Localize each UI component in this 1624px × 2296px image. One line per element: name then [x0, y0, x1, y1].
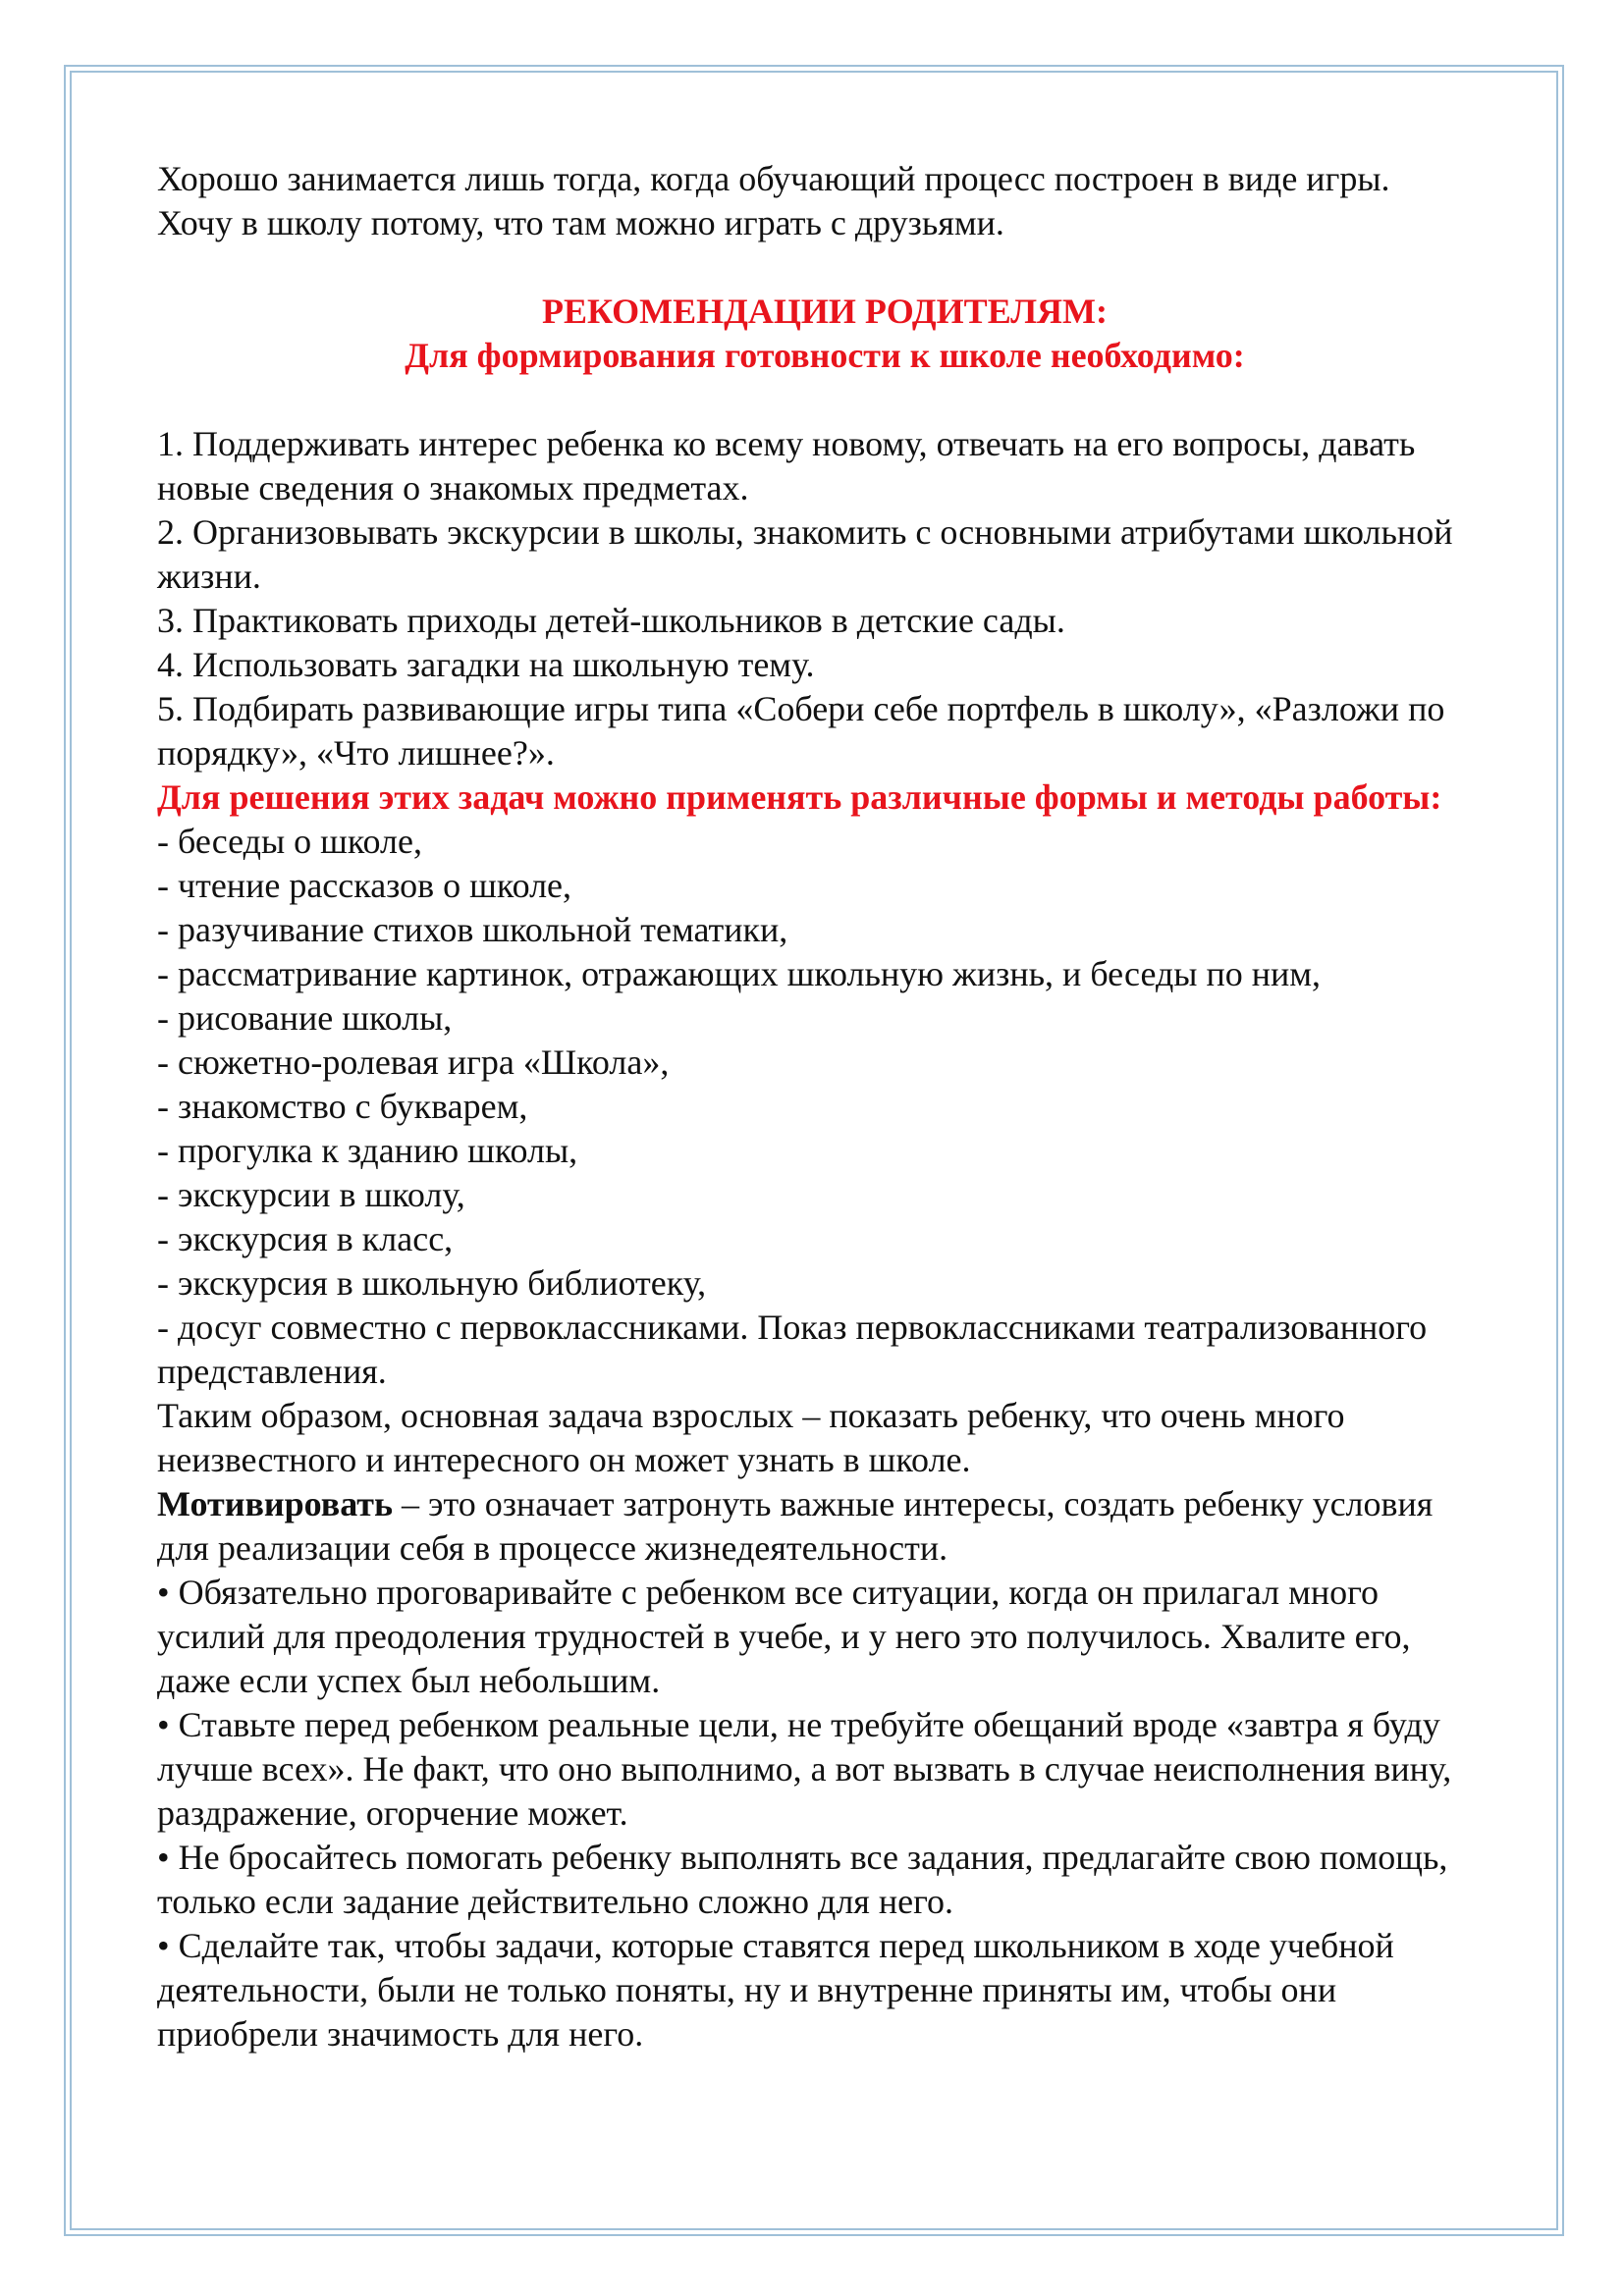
recommendation-item: 1. Поддерживать интерес ребенка ко всему новому, отвечать на его вопросы, давать новые сведения о знакомых предметах. — [157, 424, 1416, 507]
method-item: - досуг совместно с первоклассниками. Показ первоклассниками театрализованного представления. — [157, 1308, 1428, 1391]
method-item: - разучивание стихов школьной тематики, — [157, 910, 788, 949]
motivation-tip: • Обязательно проговаривайте с ребенком все ситуации, когда он прилагал много усилий для преодоления трудностей в учебе, и у него это получилось. Хвалите его, даже если успех был небольшим. — [157, 1573, 1411, 1700]
intro-line-2: Хочу в школу потому, что там можно играть с друзьями. — [157, 203, 1004, 242]
method-item: - рисование школы, — [157, 998, 453, 1038]
recommendations-subtitle: Для формирования готовности к школе необходимо: — [405, 336, 1245, 375]
motivation-tip: • Ставьте перед ребенком реальные цели, не требуйте обещаний вроде «завтра я буду лучше всех». Не факт, что оно выполнимо, а вот вызвать в случае неисполнения вину, раздражение, огорчение может. — [157, 1705, 1452, 1833]
method-item: - знакомство с букварем, — [157, 1087, 528, 1126]
method-item: - прогулка к зданию школы, — [157, 1131, 578, 1170]
method-item: - рассматривание картинок, отражающих школьную жизнь, и беседы по ним, — [157, 954, 1322, 993]
recommendation-item: 3. Практиковать приходы детей-школьников в детские сады. — [157, 601, 1065, 640]
document-body — [157, 157, 1492, 2056]
method-item: - экскурсии в школу, — [157, 1175, 465, 1214]
methods-heading: Для решения этих задач можно применять различные формы и методы работы: — [157, 777, 1442, 817]
recommendation-item: 2. Организовывать экскурсии в школы, знакомить с основными атрибутами школьной жизни. — [157, 512, 1453, 596]
intro-line-1: Хорошо занимается лишь тогда, когда обучающий процесс построен в виде игры. — [157, 159, 1390, 198]
recommendation-item: 4. Использовать загадки на школьную тему. — [157, 645, 815, 684]
conclusion-paragraph: Таким образом, основная задача взрослых – показать ребенку, что очень много неизвестного и интересного он может узнать в школе. — [157, 1396, 1345, 1479]
motivation-tip: • Сделайте так, чтобы задачи, которые ставятся перед школьником в ходе учебной деятельности, были не только поняты, ну и внутренне приняты им, чтобы они приобрели значимость для него. — [157, 1926, 1394, 2054]
method-item: - экскурсия в класс, — [157, 1219, 454, 1258]
motivation-definition: – это означает затронуть важные интересы, создать ребенку условия для реализации себя в процессе жизнедеятельности. — [157, 1484, 1434, 1568]
method-item: - беседы о школе, — [157, 822, 422, 861]
motivation-tip: • Не бросайтесь помогать ребенку выполнять все задания, предлагайте свою помощь, только если задание действительно сложно для него. — [157, 1838, 1448, 1921]
recommendations-title: РЕКОМЕНДАЦИИ РОДИТЕЛЯМ: — [541, 292, 1109, 331]
method-item: - экскурсия в школьную библиотеку, — [157, 1263, 707, 1303]
motivation-term: Мотивировать — [157, 1484, 393, 1523]
spacer — [157, 245, 1492, 290]
method-item: - сюжетно-ролевая игра «Школа», — [157, 1042, 670, 1082]
spacer — [157, 378, 1492, 422]
recommendation-item: 5. Подбирать развивающие игры типа «Собери себе портфель в школу», «Разложи по порядку», «Что лишнее?». — [157, 689, 1445, 773]
motivation-paragraph — [157, 1482, 1492, 1571]
method-item: - чтение рассказов о школе, — [157, 866, 572, 905]
